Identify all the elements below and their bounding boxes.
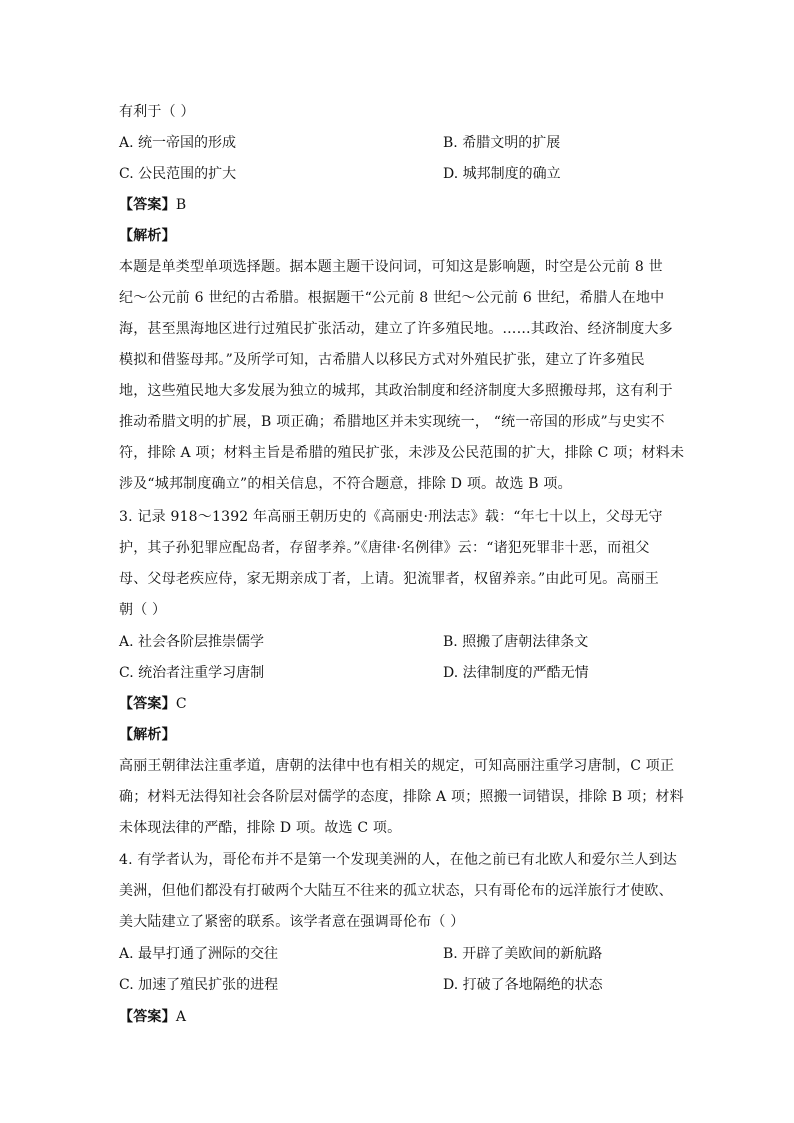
question-4-option-c: C. 加速了殖民扩张的进程 (119, 977, 279, 993)
question-2-analysis-line: 涉及“城邦制度确立”的相关信息，不符合题意，排除 D 项。故选 B 项。 (119, 476, 572, 492)
question-2-analysis-line: 本题是单类型单项选择题。据本题主题干设问词，可知这是影响题，时空是公元前 8 世 (119, 259, 663, 275)
question-2-analysis-line: 模拟和借鉴母邦。”及所学可知，古希腊人以移民方式对外殖民扩张，建立了许多殖民 (119, 352, 645, 368)
question-2-option-b: B. 希腊文明的扩展 (443, 135, 561, 151)
question-3-option-d: D. 法律制度的严酷无情 (443, 665, 589, 681)
question-3-stem-line: 护，其子孙犯罪应配岛者，存留孝养。”《唐律·名例律》云：“诸犯死罪非十恶，而祖父 (119, 540, 650, 556)
answer-value: C (175, 696, 187, 712)
question-4-option-b: B. 开辟了美欧间的新航路 (443, 946, 603, 962)
question-3-option-a: A. 社会各阶层推崇儒学 (119, 634, 265, 650)
question-2-analysis-line: 符，排除 A 项；材料主旨是希腊的殖民扩张，未涉及公民范围的扩大，排除 C 项；材料未 (119, 445, 685, 461)
answer-tag: 【答案】 (119, 197, 176, 213)
question-3-stem-line: 朝（ ） (119, 602, 167, 618)
question-2-answer (119, 196, 679, 214)
question-2-analysis-line: 地，这些殖民地大多发展为独立的城邦，其政治制度和经济制度大多照搬母邦，这有利于 (119, 383, 673, 399)
question-2-stem-end: 有利于（ ） (119, 104, 195, 120)
question-4-option-d: D. 打破了各地隔绝的状态 (443, 977, 603, 993)
answer-tag: 【答案】 (119, 696, 176, 712)
question-4-stem-line: 美大陆建立了紧密的联系。该学者意在强调哥伦布（ ） (119, 914, 465, 930)
question-4-stem-line: 美洲，但他们都没有打破两个大陆互不往来的孤立状态，只有哥伦布的远洋旅行才使欧、 (119, 883, 673, 899)
question-4-stem-line: 4. 有学者认为，哥伦布并不是第一个发现美洲的人，在他之前已有北欧人和爱尔兰人到达 (119, 852, 678, 868)
question-3-analysis-line: 未体现法律的严酷，排除 D 项。故选 C 项。 (119, 820, 402, 836)
question-2-analysis-line: 纪～公元前 6 世纪的古希腊。根据题干“公元前 8 世纪～公元前 6 世纪，希腊人在地中 (119, 290, 665, 306)
question-2-option-a: A. 统一帝国的形成 (119, 135, 237, 151)
question-4-option-a: A. 最早打通了洲际的交往 (119, 946, 279, 962)
question-2-option-d: D. 城邦制度的确立 (443, 166, 561, 182)
question-4-answer (119, 1008, 679, 1026)
question-2-analysis-line: 海，甚至黑海地区进行过殖民扩张活动，建立了许多殖民地。……其政治、经济制度大多 (119, 321, 673, 337)
answer-value: B (175, 197, 187, 213)
question-2-option-c: C. 公民范围的扩大 (119, 166, 237, 182)
question-3-option-c: C. 统治者注重学习唐制 (119, 665, 265, 681)
question-3-analysis-tag: 【解析】 (119, 727, 176, 743)
question-3-option-b: B. 照搬了唐朝法律条文 (443, 634, 589, 650)
question-3-stem-line: 3. 记录 918～1392 年高丽王朝历史的《高丽史·刑法志》载：“年七十以上，父母无守 (119, 509, 663, 525)
question-3-stem-line: 母、父母老疾应侍，家无期亲成丁者，上请。犯流罪者，权留养亲。”由此可见。高丽王 (119, 571, 659, 587)
question-3-analysis-line: 确；材料无法得知社会各阶层对儒学的态度，排除 A 项；照搬一词错误，排除 B 项；材料 (119, 789, 684, 805)
question-3-analysis-line: 高丽王朝律法注重孝道，唐朝的法律中也有相关的规定，可知高丽注重学习唐制，C 项正 (119, 758, 675, 774)
question-3-answer (119, 695, 679, 713)
answer-value: A (175, 1009, 187, 1025)
question-2-analysis-line: 推动希腊文明的扩展，B 项正确；希腊地区并未实现统一， “统一帝国的形成”与史实不 (119, 414, 665, 430)
question-2-analysis-tag: 【解析】 (119, 228, 176, 244)
answer-tag: 【答案】 (119, 1009, 176, 1025)
